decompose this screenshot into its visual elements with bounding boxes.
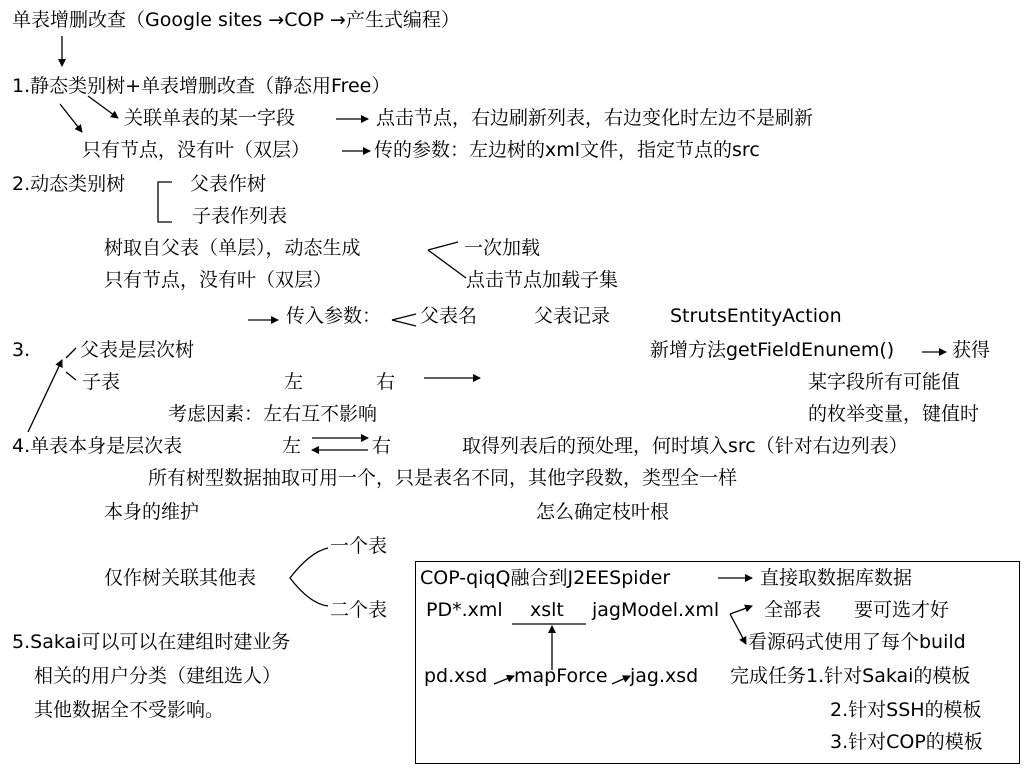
- s3-left: 左: [284, 371, 304, 393]
- s2-split-top: [428, 242, 458, 250]
- s2-params: 传入参数：: [286, 305, 382, 327]
- box-source: 看源码式使用了每个build: [748, 631, 966, 653]
- s4-tables-split: [290, 548, 328, 606]
- s4-right: 右: [372, 435, 392, 457]
- s3-new-method: 新增方法getFieldEnunem(): [650, 339, 895, 361]
- s5-heading: 5.Sakai可以可以在建组时建业务: [12, 631, 291, 653]
- s3-bottom-bracket: [66, 372, 76, 380]
- s1-row2-right: 传的参数：左边树的xml文件，指定节点的src: [374, 139, 760, 161]
- s1-row2-left: 只有节点，没有叶（双层）: [82, 139, 311, 161]
- box-merge: COP-qiqQ融合到J2EESpider: [420, 567, 671, 589]
- s3-top-bracket: [66, 348, 76, 358]
- s4-assoc: 仅作树关联其他表: [104, 567, 257, 589]
- s2-params-split-a: [392, 314, 416, 320]
- box-mapforce: mapForce: [514, 665, 608, 687]
- s2-split-bottom: [428, 250, 466, 278]
- s2-load-once: 一次加载: [464, 237, 541, 259]
- s2-leaf-less: 只有节点，没有叶（双层）: [104, 269, 333, 291]
- s2-param-c: StrutsEntityAction: [670, 305, 842, 327]
- s3-parent: 父表是层次树: [80, 339, 195, 361]
- box-jag-xsd: jag.xsd: [630, 665, 699, 687]
- s3-factor: 考虑因素：左右互不影响: [168, 403, 378, 425]
- s5-line2: 相关的用户分类（建组选人）: [34, 665, 282, 687]
- s3-obtain: 获得: [952, 339, 991, 361]
- s2-branch-a: 父表作树: [190, 173, 267, 195]
- s1-row1-left: 关联单表的某一字段: [124, 107, 296, 129]
- s1-diag-arrow-a: [88, 96, 118, 118]
- box-xslt: xslt: [530, 599, 564, 621]
- s1-heading: 1.静态类别树+单表增删改查（静态用Free）: [12, 75, 391, 97]
- s2-heading: 2.动态类别树: [12, 173, 126, 195]
- s3-right: 右: [376, 371, 396, 393]
- s2-param-b: 父表记录: [534, 305, 611, 327]
- box-jag-model: jagModel.xml: [592, 599, 720, 621]
- s5-line3: 其他数据全不受影响。: [34, 699, 225, 721]
- s2-click-load: 点击节点加载子集: [466, 269, 619, 291]
- box-task3: 3.针对COP的模板: [830, 731, 983, 753]
- s2-param-a: 父表名: [420, 305, 478, 327]
- s4-left: 左: [282, 435, 302, 457]
- s4-shared: 所有树型数据抽取可用一个，只是表名不同，其他字段数，类型全一样: [148, 467, 738, 489]
- s4-two-tables: 二个表: [330, 599, 388, 621]
- s4-heading: 4.单表本身是层次表: [12, 435, 183, 457]
- s3-long-arrow: [28, 360, 62, 432]
- s4-preprocess: 取得列表后的预处理，何时填入src（针对右边列表）: [462, 435, 908, 457]
- box-task2: 2.针对SSH的模板: [830, 699, 982, 721]
- s3-num: 3.: [12, 339, 31, 361]
- box-direct: 直接取数据库数据: [760, 567, 913, 589]
- s2-tree-from: 树取自父表（单层），动态生成: [104, 237, 361, 259]
- s1-diag-arrow-b: [60, 104, 82, 132]
- s2-bracket: [158, 182, 172, 222]
- s2-params-split-b: [392, 320, 416, 326]
- box-all-tables: 全部表: [764, 599, 822, 621]
- box-pd-xsd: pd.xsd: [424, 665, 488, 687]
- page-title: 单表增删改查（Google sites →COP →产生式编程）: [12, 9, 460, 31]
- s1-row1-right: 点击节点，右边刷新列表，右边变化时左边不是刷新: [376, 107, 814, 129]
- s3-child: 子表: [82, 371, 121, 393]
- s4-one-table: 一个表: [330, 535, 388, 557]
- box-optional: 要可选才好: [854, 599, 950, 621]
- s3-all-values: 某字段所有可能值: [808, 371, 961, 393]
- box-task1: 完成任务1.针对Sakai的模板: [730, 665, 971, 687]
- s3-enum-vars: 的枚举变量，键值时: [808, 403, 980, 425]
- box-pd: PD*.xml: [426, 599, 503, 621]
- s2-branch-b: 子表作列表: [192, 205, 288, 227]
- s4-root: 怎么确定枝叶根: [536, 501, 670, 523]
- s4-maintain: 本身的维护: [104, 501, 200, 523]
